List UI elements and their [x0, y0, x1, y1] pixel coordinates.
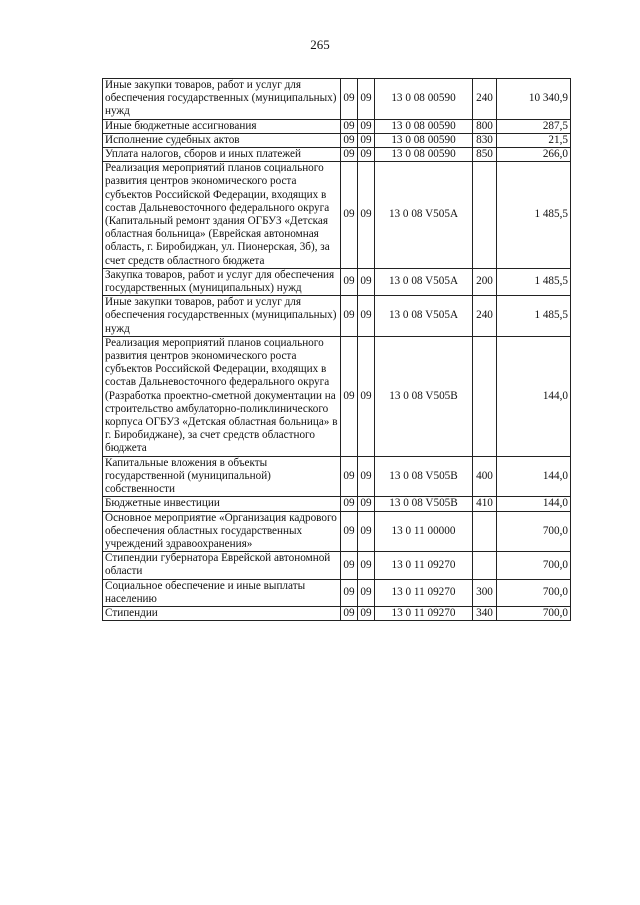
- row-name: Стипендии губернатора Еврейской автономной области: [103, 552, 341, 579]
- row-name: Стипендии: [103, 606, 341, 620]
- row-target-code: 13 0 11 09270: [375, 606, 473, 620]
- row-name: Бюджетные инвестиции: [103, 497, 341, 511]
- row-target-code: 13 0 08 V505B: [375, 497, 473, 511]
- row-subsection: 09: [358, 579, 375, 606]
- row-subsection: 09: [358, 456, 375, 497]
- row-subsection: 09: [358, 268, 375, 295]
- row-section: 09: [341, 552, 358, 579]
- row-subsection: 09: [358, 497, 375, 511]
- row-section: 09: [341, 456, 358, 497]
- row-section: 09: [341, 133, 358, 147]
- table-row: [103, 148, 571, 162]
- row-subsection: 09: [358, 336, 375, 456]
- row-expense-type: 830: [473, 133, 497, 147]
- table-row: [103, 119, 571, 133]
- row-name: Исполнение судебных актов: [103, 133, 341, 147]
- row-expense-type: 300: [473, 579, 497, 606]
- row-sum: 700,0: [497, 579, 571, 606]
- row-target-code: 13 0 08 00590: [375, 148, 473, 162]
- table-row: [103, 552, 571, 579]
- row-subsection: 09: [358, 296, 375, 337]
- row-expense-type: 400: [473, 456, 497, 497]
- table-row: [103, 268, 571, 295]
- row-subsection: 09: [358, 162, 375, 269]
- budget-table: [102, 78, 571, 621]
- row-section: 09: [341, 606, 358, 620]
- row-sum: 144,0: [497, 497, 571, 511]
- table-row: [103, 133, 571, 147]
- row-sum: 1 485,5: [497, 268, 571, 295]
- row-expense-type: [473, 511, 497, 552]
- table-row: [103, 336, 571, 456]
- row-name: Иные закупки товаров, работ и услуг для обеспечения государственных (муниципальных) нужд: [103, 296, 341, 337]
- row-expense-type: 240: [473, 296, 497, 337]
- row-target-code: 13 0 08 V505A: [375, 162, 473, 269]
- row-target-code: 13 0 11 09270: [375, 579, 473, 606]
- row-expense-type: 410: [473, 497, 497, 511]
- table-row: [103, 79, 571, 120]
- row-expense-type: 850: [473, 148, 497, 162]
- row-name: Реализация мероприятий планов социального развития центров экономического роста субъектов Российской Федерации, входящих в состав Дальневосточного федерального округа (Разработка проектно-сметной документации на строительство амбулаторно-поликлинического корпуса ОГБУЗ «Детская областная больница» в г. Биробиджане), за счет средств областного бюджета: [103, 336, 341, 456]
- row-name: Иные закупки товаров, работ и услуг для обеспечения государственных (муниципальных) нужд: [103, 79, 341, 120]
- row-target-code: 13 0 11 00000: [375, 511, 473, 552]
- row-subsection: 09: [358, 606, 375, 620]
- row-sum: 144,0: [497, 336, 571, 456]
- row-target-code: 13 0 08 V505A: [375, 268, 473, 295]
- row-name: Основное мероприятие «Организация кадрового обеспечения областных государственных учреждений здравоохранения»: [103, 511, 341, 552]
- row-target-code: 13 0 08 V505A: [375, 296, 473, 337]
- row-section: 09: [341, 497, 358, 511]
- row-name: Реализация мероприятий планов социального развития центров экономического роста субъектов Российской Федерации, входящих в состав Дальневосточного федерального округа (Капитальный ремонт здания ОГБУЗ «Детская областная больница» (Еврейская автономная область, г. Биробиджан, ул. Пионерская, 3б), за счет средств областного бюджета: [103, 162, 341, 269]
- row-section: 09: [341, 296, 358, 337]
- row-sum: 266,0: [497, 148, 571, 162]
- row-subsection: 09: [358, 552, 375, 579]
- row-expense-type: 340: [473, 606, 497, 620]
- row-target-code: 13 0 08 00590: [375, 133, 473, 147]
- row-subsection: 09: [358, 511, 375, 552]
- row-target-code: 13 0 08 00590: [375, 79, 473, 120]
- row-name: Социальное обеспечение и иные выплаты населению: [103, 579, 341, 606]
- row-target-code: 13 0 08 V505B: [375, 336, 473, 456]
- row-section: 09: [341, 336, 358, 456]
- table-row: [103, 579, 571, 606]
- row-name: Иные бюджетные ассигнования: [103, 119, 341, 133]
- page-number: 265: [310, 37, 330, 52]
- row-subsection: 09: [358, 79, 375, 120]
- row-subsection: 09: [358, 148, 375, 162]
- row-expense-type: [473, 552, 497, 579]
- row-sum: 144,0: [497, 456, 571, 497]
- row-target-code: 13 0 11 09270: [375, 552, 473, 579]
- row-target-code: 13 0 08 00590: [375, 119, 473, 133]
- row-subsection: 09: [358, 119, 375, 133]
- row-section: 09: [341, 79, 358, 120]
- row-section: 09: [341, 268, 358, 295]
- row-subsection: 09: [358, 133, 375, 147]
- row-expense-type: [473, 162, 497, 269]
- row-section: 09: [341, 148, 358, 162]
- row-name: Уплата налогов, сборов и иных платежей: [103, 148, 341, 162]
- row-sum: 1 485,5: [497, 296, 571, 337]
- row-section: 09: [341, 579, 358, 606]
- row-sum: 287,5: [497, 119, 571, 133]
- row-sum: 10 340,9: [497, 79, 571, 120]
- row-section: 09: [341, 511, 358, 552]
- row-section: 09: [341, 162, 358, 269]
- row-expense-type: 240: [473, 79, 497, 120]
- row-expense-type: 800: [473, 119, 497, 133]
- row-name: Капитальные вложения в объекты государственной (муниципальной) собственности: [103, 456, 341, 497]
- row-name: Закупка товаров, работ и услуг для обеспечения государственных (муниципальных) нужд: [103, 268, 341, 295]
- row-sum: 700,0: [497, 552, 571, 579]
- row-sum: 21,5: [497, 133, 571, 147]
- row-sum: 1 485,5: [497, 162, 571, 269]
- row-sum: 700,0: [497, 511, 571, 552]
- table-row: [103, 511, 571, 552]
- row-expense-type: 200: [473, 268, 497, 295]
- row-target-code: 13 0 08 V505B: [375, 456, 473, 497]
- row-section: 09: [341, 119, 358, 133]
- table-row: [103, 162, 571, 269]
- table-row: [103, 456, 571, 497]
- row-expense-type: [473, 336, 497, 456]
- table-row: [103, 296, 571, 337]
- table-row: [103, 606, 571, 620]
- row-sum: 700,0: [497, 606, 571, 620]
- table-row: [103, 497, 571, 511]
